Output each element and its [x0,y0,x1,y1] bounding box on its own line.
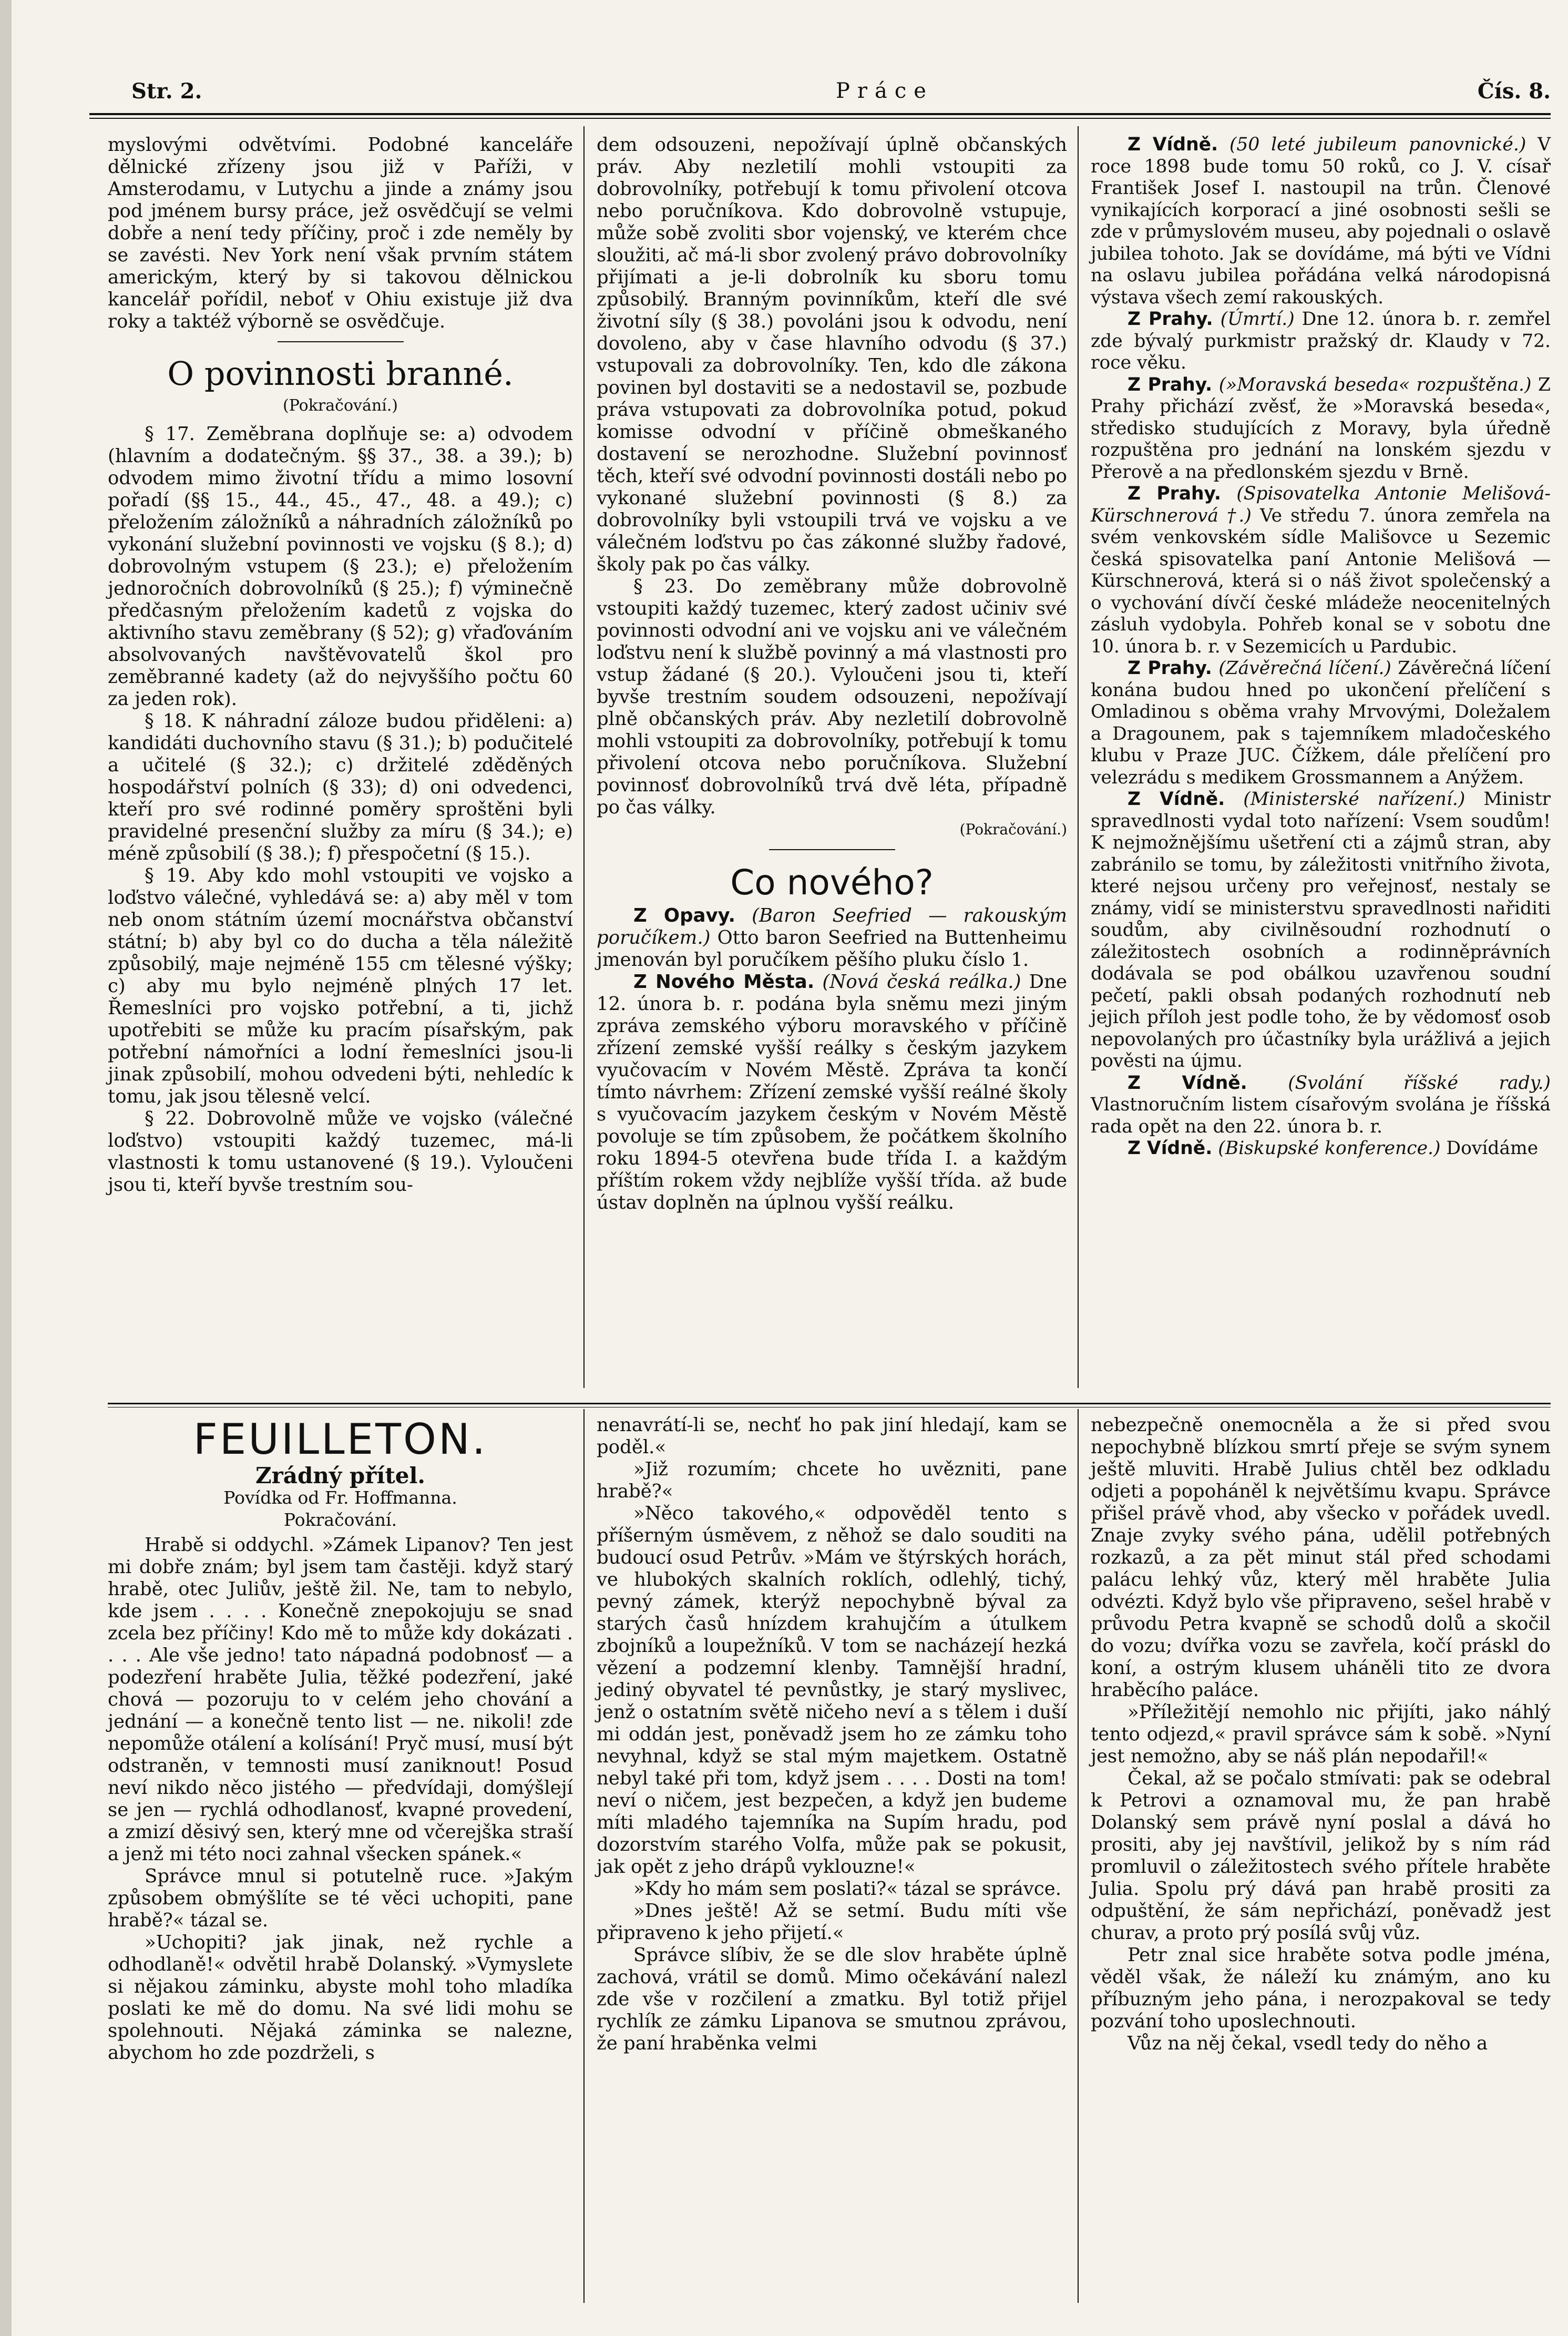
feuilleton-column-1 [108,1414,573,2064]
header-rule-thin [89,118,1551,119]
story-note: Pokračování. [283,1509,397,1530]
paragraph: Petr znal sice hraběte sotva podle jména, věděl však, že náleží ku známým, ano ku příbuzným jeho pána, i nerozpakoval se tedy pozvání toho uposlechnouti. [1091,1944,1551,2032]
news-text: Dne 12. února b. r. podána byla sněmu mezi jiným zpráva zemského výboru moravského v příčině zřízení zemské vyšší reálky s českým jazykem vyučovacím v Novém Městě. Zpráva ta končí tímto návrhem: Zřízení zemské vyšší reálné školy s vyučovacím jazykem českým v Novém Městě povoluje se tím způsobem, že počátkem školního roku 1894-5 otevřena bude třída I. a každým příštím rokem vždy nejblíže vyšší třída. až bude ústav doplněn na úplnou vyšší reálku. [597,971,1067,1213]
news-place: Z Prahy. [1128,483,1221,504]
news-headline: (»Moravská beseda« rozpuštěna.) [1218,374,1532,395]
column-3 [1091,134,1551,1160]
section-title: O povinnosti branné. [167,354,514,393]
news-headline: (Závěrečná líčení.) [1218,658,1391,679]
column-rule-1 [583,126,585,1388]
news-headline: (Spisovatelka Antonie Melišová-Kürschnerová †.) [1091,483,1551,526]
news-headline: (Biskupské konference.) [1218,1138,1441,1159]
news-text: Dne 12. února b. r. zemřel zde bývalý purkmistr pražský dr. Klaudy v 72. roce věku. [1091,309,1551,373]
column-rule-4 [1078,1409,1079,2303]
column-rule-3 [583,1409,585,2303]
news-item [597,905,1067,971]
separator [769,849,895,850]
scan-edge [0,0,12,2336]
feuilleton-title: FEUILLETON. [193,1415,488,1464]
page-number: Str. 2. [131,79,202,104]
header-rule [89,113,1551,115]
news-headline: (Svolání říšské rady.) [1288,1072,1551,1094]
paragraph: § 19. Aby kdo mohl vstoupiti ve vojsko a loďstvo válečné, vyhledává se: a) aby měl v tom neb onom státním území mocnářstva občanství státní; b) aby byl co do ducha a těla náležitě způsobilý, maje nejméně 155 cm tělesné výšky; c) aby mu bylo nejméně plných 17 let. Řemeslníci pro vojsko potřební, a ti, jichž upotřebiti se může ku pracím písařským, pak potřební námořníci a lodní řemeslníci jsou-li jinak způsobilí, mohou odvedeni býti, nehledíc k tomu, jak jsou tělesně velcí. [108,865,573,1107]
news-headline: (Nová česká reálka.) [822,971,1021,993]
news-item [1091,1138,1551,1160]
news-item [1091,658,1551,789]
column-rule-2 [1078,126,1079,1388]
news-place: Z Vídně. [1128,1138,1213,1159]
paragraph: »Příležitějí nemohlo nic přijíti, jako náhlý tento odjezd,« pravil správce sám k sobě. »Nyní jest nemožno, aby se náš plán nepodařil!« [1091,1701,1551,1767]
news-item [1091,1073,1551,1138]
article-continuation: myslovými odvětvími. Podobné kanceláře dělnické zřízeny jsou již v Paříži, v Amsterodamu, v Lutychu a jinde a známy jsou pod jménem bursy práce, jež osvědčují se velmi dobře a není tedy příčiny, proč i zde neměly by se zavésti. Nev York není však prvním státem americkým, který by si takovou dělnickou kancelář pořídil, neboť v Ohiu existuje již dva roky a taktéž výborně se osvědčuje. [108,134,573,332]
news-text: Dovídáme [1446,1138,1539,1159]
separator [278,341,404,342]
news-place: Z Prahy. [1128,658,1212,679]
paragraph: Vůz na něj čekal, vsedl tedy do něho a [1128,2033,1488,2054]
news-text: Otto baron Seefried na Buttenheimu jmenován byl poručíkem pěšího pluku číslo 1. [597,927,1067,971]
news-item [1091,374,1551,484]
news-item [1091,483,1551,658]
news-text: Z Prahy přichází zvěsť, že »Moravská beseda«, středisko studujících z Moravy, byla úředně rozpuštěna pro jednání na lonském sjezdu v Přerově a na předlonském sjezdu v Brně. [1091,374,1551,483]
news-item [1091,789,1551,1073]
news-headline: (50 leté jubileum panovnické.) [1229,134,1526,155]
continuation-note: (Pokračování.) [959,821,1067,838]
paragraph: »Kdy ho mám sem poslati?« tázal se správce. [633,1878,1062,1900]
paragraph: § 22. Dobrovolně může ve vojsko (válečné loďstvo) vstoupiti každý tuzemec, má-li vlastnosti k tomu ustanovené (§ 19.). Vyloučeni jsou ti, kteří byvše trestním sou- [108,1108,573,1196]
news-place: Z Vídně. [1128,1072,1247,1094]
news-place: Z Prahy. [1128,374,1213,395]
paragraph: »Dnes ještě! Až se setmí. Budu míti vše připraveno k jeho přijetí.« [597,1900,1067,1944]
news-headline: (Ministerské nařízení.) [1243,789,1465,810]
paragraph: § 23. Do zeměbrany může dobrovolně vstoupiti každý tuzemec, který zadost učiniv své povinnosti odvodní ani ve vojsku ani ve válečném loďstvu není k službě povinný a má vlastnosti pro vstup žádané (§ 20.). Vyloučeni jsou ti, kteří byvše trestním soudem odsouzeni, nepožívají plně občanských práv. Aby nezletilí dobrovolně mohli vstoupiti za dobrovolníky, potřebují k tomu přivolení otcova nebo poručníkova. Služební povinnosť dobrovolníků trvá dvě léta, případně po čas války. [597,576,1067,818]
paragraph: § 17. Zeměbrana doplňuje se: a) odvodem (hlavním a dodatečným. §§ 37., 38. a 39.); b) odvodem mimo životní třídu a mimo losovní pořadí (§§ 15., 44., 45., 47., 48. a 49.); c) přeložením záložníků a náhradních záložníků po vykonání služební povinnosti ve vojsku (§ 8.); d) dobrovolným vstupem (§ 23.); e) přeložením jednoročních dobrovolníků (§ 25.); f) výminečně předčasným přeložením kadetů z vojska do aktivního stavu zeměbrany (§ 52); g) vřaďováním absolvovaných navštěvovatelů škol pro zeměbranné kadety (až do nejvyššího počtu 60 za jeden rok). [108,423,573,710]
paragraph: nenavrátí-li se, nechť ho pak jiní hledají, kam se poděl.« [597,1414,1067,1458]
story-title: Zrádný přítel. [255,1463,426,1488]
feuilleton-column-2 [597,1414,1067,2055]
news-text: Ve středu 7. února zemřela na svém venkovském sídle Mališovce u Sezemic česká spisovatelka paní Antonie Melišová — Kürschnerová, která si o náš život společenský a o vychování dívčí české mládeže neocenitelných zásluh vydobyla. Pohřeb konal se v sobotu dne 10. února b. r. v Sezemicích u Pardubic. [1091,505,1551,657]
news-item [597,971,1067,1214]
paragraph: dem odsouzeni, nepožívají úplně občanských práv. Aby nezletilí mohli vstoupiti za dobrovolníky, potřebují k tomu přivolení otcova nebo poručníkova. Kdo dobrovolně vstupuje, může sobě zvoliti sbor vojenský, ve kterém chce sloužiti, ač má-li sbor zvolený právo dobrovolníky přijímati a je-li dobrolník ku sboru tomu způsobilý. Branným povinníkům, kteří dle své životní síly (§ 38.) povoláni jsou k odvodu, není dovoleno, aby v čase hlavního odvodu (§ 37.) vstupovali za dobrovolníky. Ten, kdo dle zákona povinen byl dostaviti se a nedostavil se, pozbude práva vstupovati za dobrovolníka potud, pokud komisse odvodní v příčině obmeškaného dostavení se nerozhodne. Služební povinnosť těch, kteří své odvodní povinnosti dostáli nebo po vykonané služební povinnosti (§ 8.) za dobrovolníky byli vstoupili trvá ve vojsku a ve válečném loďstvu po čas zákonné služby řadové, školy pak po čas války. [597,134,1067,575]
feuilleton-column-3 [1091,1414,1551,2055]
paragraph: »Uchopiti? jak jinak, než rychle a odhodlaně!« odvětil hrabě Dolanský. »Vymyslete si nějakou záminku, abyste mohl toho mladíka poslati ke mě do domu. Na své lidi mohu se spolehnouti. Nějaká záminka se nalezne, abychom ho zde pozdrželi, s [108,1932,573,2064]
paragraph: Čekal, až se počalo stmívati: pak se odebral k Petrovi a oznamoval mu, že pan hrabě Dolanský sem právě nyní poslal a dává ho prositi, aby jej navštívil, jelikož by s ním rád promluvil o záležitostech svého přítele hraběte Julia. Spolu prý dává pan hrabě prositi za odpuštění, že sám nepřichází, poněvadž jest churav, a proto prý posílá svůj vůz. [1091,1768,1551,1944]
issue-number: Čís. 8. [1477,79,1551,104]
news-place: Z Prahy. [1128,309,1213,330]
news-item [1091,309,1551,374]
news-place: Z Opavy. [633,905,735,926]
paragraph: Správce slíbiv, že se dle slov hraběte úplně zachová, vrátil se domů. Mimo očekávání nalezl zde vše v rozčilení a zmatku. Byl totiž přijel rychlík ze zámku Lipanova se smutnou zprávou, že paní hraběnka velmi [597,1944,1067,2054]
page-header [89,79,1551,110]
news-text: Vlastnoručním listem císařovým svolána je říšská rada opět na den 22. února b. r. [1091,1094,1551,1137]
section-note: (Pokračování.) [283,396,398,415]
news-headline: (Baron Seefried — rakouským poručíkem.) [597,905,1067,948]
paragraph: Správce mnul si potutelně ruce. »Jakým způsobem obmýšlíte se té věci uchopiti, pane hrabě?« tázal se. [108,1865,573,1931]
news-place: Z Nového Města. [633,971,815,993]
paragraph: »Již rozumím; chcete ho uvězniti, pane hrabě?« [597,1458,1067,1502]
paragraph: Hrabě si oddychl. »Zámek Lipanov? Ten jest mi dobře znám; byl jsem tam častěji. když starý hrabě, otec Juliův, ještě žil. Ne, tam to nebylo, kde jsem . . . . Konečně znepokojuju se snad zcela bez příčiny! Kdo mě to může kdy dokázati . . . . Ale vše jedno! tato nápadná podobnosť — a podezření hraběte Julia, těžké podezření, jaké chová — pozoruju to v celém jeho chování a jednání — a konečně tento list — ne. nikoli! zde nepomůže otálení a kolísání! Pryč musí, musí být odstraněn, v temnosti musí zaniknout! Posud neví nikdo něco jistého — předvídaji, domýšlejí se jen — rychlá odhodlanosť, kvapné provedení, a zmizí děsivý sen, který mne od včerejška straší a jenž mi této noci zahnal všecken spánek.« [108,1534,573,1865]
column-2 [597,134,1067,1214]
news-item [1091,134,1551,309]
news-title: Co nového? [730,862,934,903]
news-text: V roce 1898 bude tomu 50 roků, co J. V. císař František Josef I. nastoupil na trůn. Členové vynikajících korporací a jiné osobnosti sešli se zde v průmyslovém museu, aby pojednali o oslavě jubilea tohoto. Jak se dovídáme, má býti ve Vídni na oslavu jubilea pořádána velká národopisná výstava všech zemí rakouských. [1091,134,1551,308]
newspaper-title: Práce [836,79,934,103]
paragraph: »Něco takového,« odpověděl tento s příšerným úsměvem, z něhož se dalo souditi na budoucí osud Petrův. »Mám ve štýrských horách, ve hlubokých skalních roklích, odlehlý, tichý, pevný zámek, kterýž nepochybně býval za starých časů hnízdem krahujčím a útulkem zbojníků a loupežníků. V tom se nacházejí hezká vězení a podzemní klenby. Tamnější hradní, jediný obyvatel té pevnůstky, je starý myslivec, jenž o ostatním světě ničeho neví a s tělem i duší mi oddán jest, poněvadž jsem ho ze zámku toho nevyhnal, když se stal mým majetkem. Ostatně nebyl také při tom, když jsem . . . . Dosti na tom! neví o ničem, jest bezpečen, a když jen budeme míti mladého tajemníka na Supím hradu, pod dozorstvím starého Volfa, může pak se pokusit, jak opět z jeho drápů vyklouzne!« [597,1503,1067,1878]
paragraph: nebezpečně onemocněla a že si před svou nepochybně blízkou smrtí přeje se svým synem ještě mluviti. Hrabě Julius chtěl bez odkladu odjeti a popoháněl k největšímu kvapu. Správce přišel právě vhod, aby všecko v pořádek uvedl. Znaje zvyky svého pána, udělil potřebných rozkazů, a za pět minut stál před schodami palácu lehký vůz, který měl hraběte Julia odvézti. Když bylo vše připraveno, sešel hrabě v průvodu Petra kvapně se schodů dolů a skočil do vozu; dvířka vozu se zavřela, kočí práskl do koní, a ostrým klusem uháněli tito ze dvora hraběcího paláce. [1091,1414,1551,1701]
news-headline: (Úmrtí.) [1220,309,1295,330]
paragraph: § 18. K náhradní záloze budou přiděleni: a) kandidáti duchovního stavu (§ 31.); b) podučitelé a učitelé (§ 32.); c) držitelé zděděných hospodářství polních (§ 33); d) oni odvedenci, kteří pro své rodinné poměry sproštěni byli pravidelné presenční služby za míru (§ 34.); e) méně způsobilí (§ 38.); f) přespočetní (§ 15.). [108,710,573,864]
news-text: Závěrečná líčení konána budou hned po ukončení přelíčení s Omladinou s oběma vrahy Mrvovými, Doležalem a Dragounem, pak s tajemníkem mladočeského klubu v Praze JUC. Čížkem, dále přelíčení pro velezrádu s medikem Grossmannem a Anýžem. [1091,658,1551,788]
feuilleton-rule [108,1403,1551,1404]
news-text: Ministr spravedlnosti vydal toto nařízení: Vsem soudům! K nejmožnějšímu ušetření cti a zájmů stran, aby zabránilo se tomu, by záležitosti vnitřního života, které nejsou určeny pro veřejnosť, nestaly se známy, vidí se ministerstvu spravedlnosti nařiditi soudům, aby civilněsoudní rozhodnutí o záležitostech osobních a rodinněprávních dodávala se pod obálkou uzavřenou soudní pečetí, pakli obsah podaných rozhodnutí neb jejich příloh jest podle toho, že by vědomosť osob nepovolaných pro účastníky byla urážlivá a jejich pověsti na újmu. [1091,789,1551,1072]
news-place: Z Vídně. [1128,789,1225,810]
story-author: Povídka od Fr. Hoffmanna. [223,1487,457,1508]
news-place: Z Vídně. [1128,134,1218,155]
column-1 [108,134,573,1196]
